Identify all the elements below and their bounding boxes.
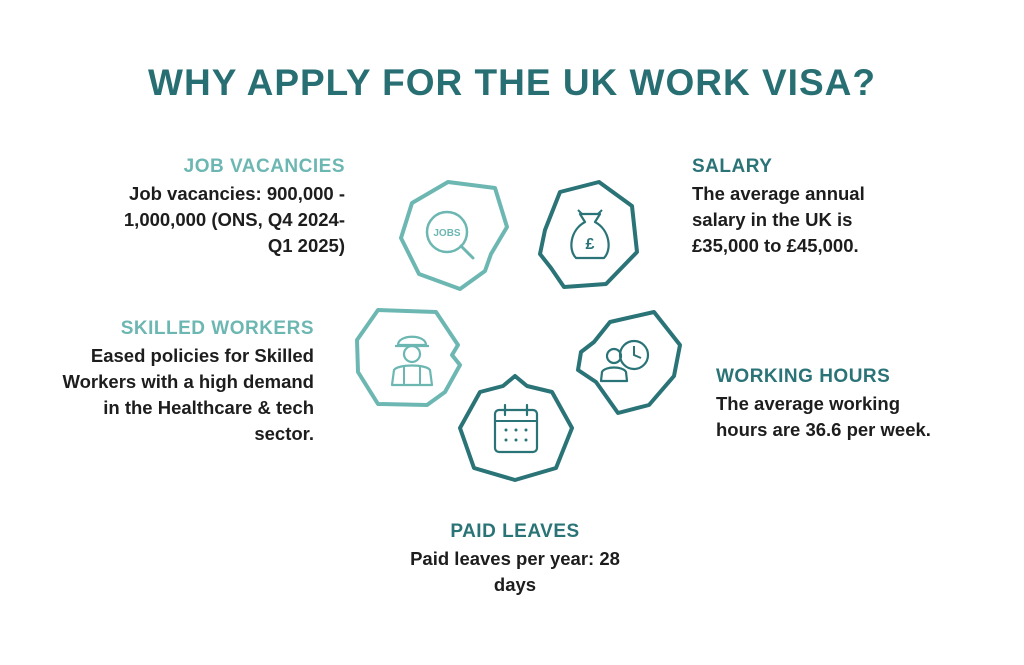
paid-leaves-heading: PAID LEAVES xyxy=(450,521,580,542)
worker-icon xyxy=(392,337,432,385)
paid-leaves-text: Paid leaves per year: 28 days xyxy=(410,548,620,595)
working-hours-heading: WORKING HOURS xyxy=(716,366,891,387)
money-bag-icon xyxy=(571,210,608,258)
page-title: WHY APPLY FOR THE UK WORK VISA? xyxy=(148,62,876,103)
working-hours-text: The average working hours are 36.6 per week. xyxy=(716,393,931,440)
salary-hexagon xyxy=(540,182,637,287)
jobs-hexagon xyxy=(401,182,507,289)
skilled-workers-heading: SKILLED WORKERS xyxy=(120,318,314,339)
calendar-icon xyxy=(495,405,537,452)
jobs-magnifier-icon xyxy=(427,212,473,258)
job-vacancies-heading: JOB VACANCIES xyxy=(183,156,345,177)
skilled-workers-text: Eased policies for Skilled Workers with a high demand in the Healthcare & tech sector. xyxy=(62,345,314,444)
job-vacancies-text: Job vacancies: 900,000 - 1,000,000 (ONS, Q4 2024-Q1 2025) xyxy=(123,183,345,256)
pound-symbol: £ xyxy=(585,236,595,253)
jobs-icon-text: JOBS xyxy=(433,228,461,239)
clock-person-icon xyxy=(601,341,648,381)
calendar-hexagon xyxy=(460,376,572,480)
working-hours-hexagon xyxy=(578,312,680,413)
worker-hexagon xyxy=(357,310,460,405)
salary-heading: SALARY xyxy=(692,156,773,177)
salary-text: The average annual salary in the UK is £35,000 to £45,000. xyxy=(692,183,865,256)
